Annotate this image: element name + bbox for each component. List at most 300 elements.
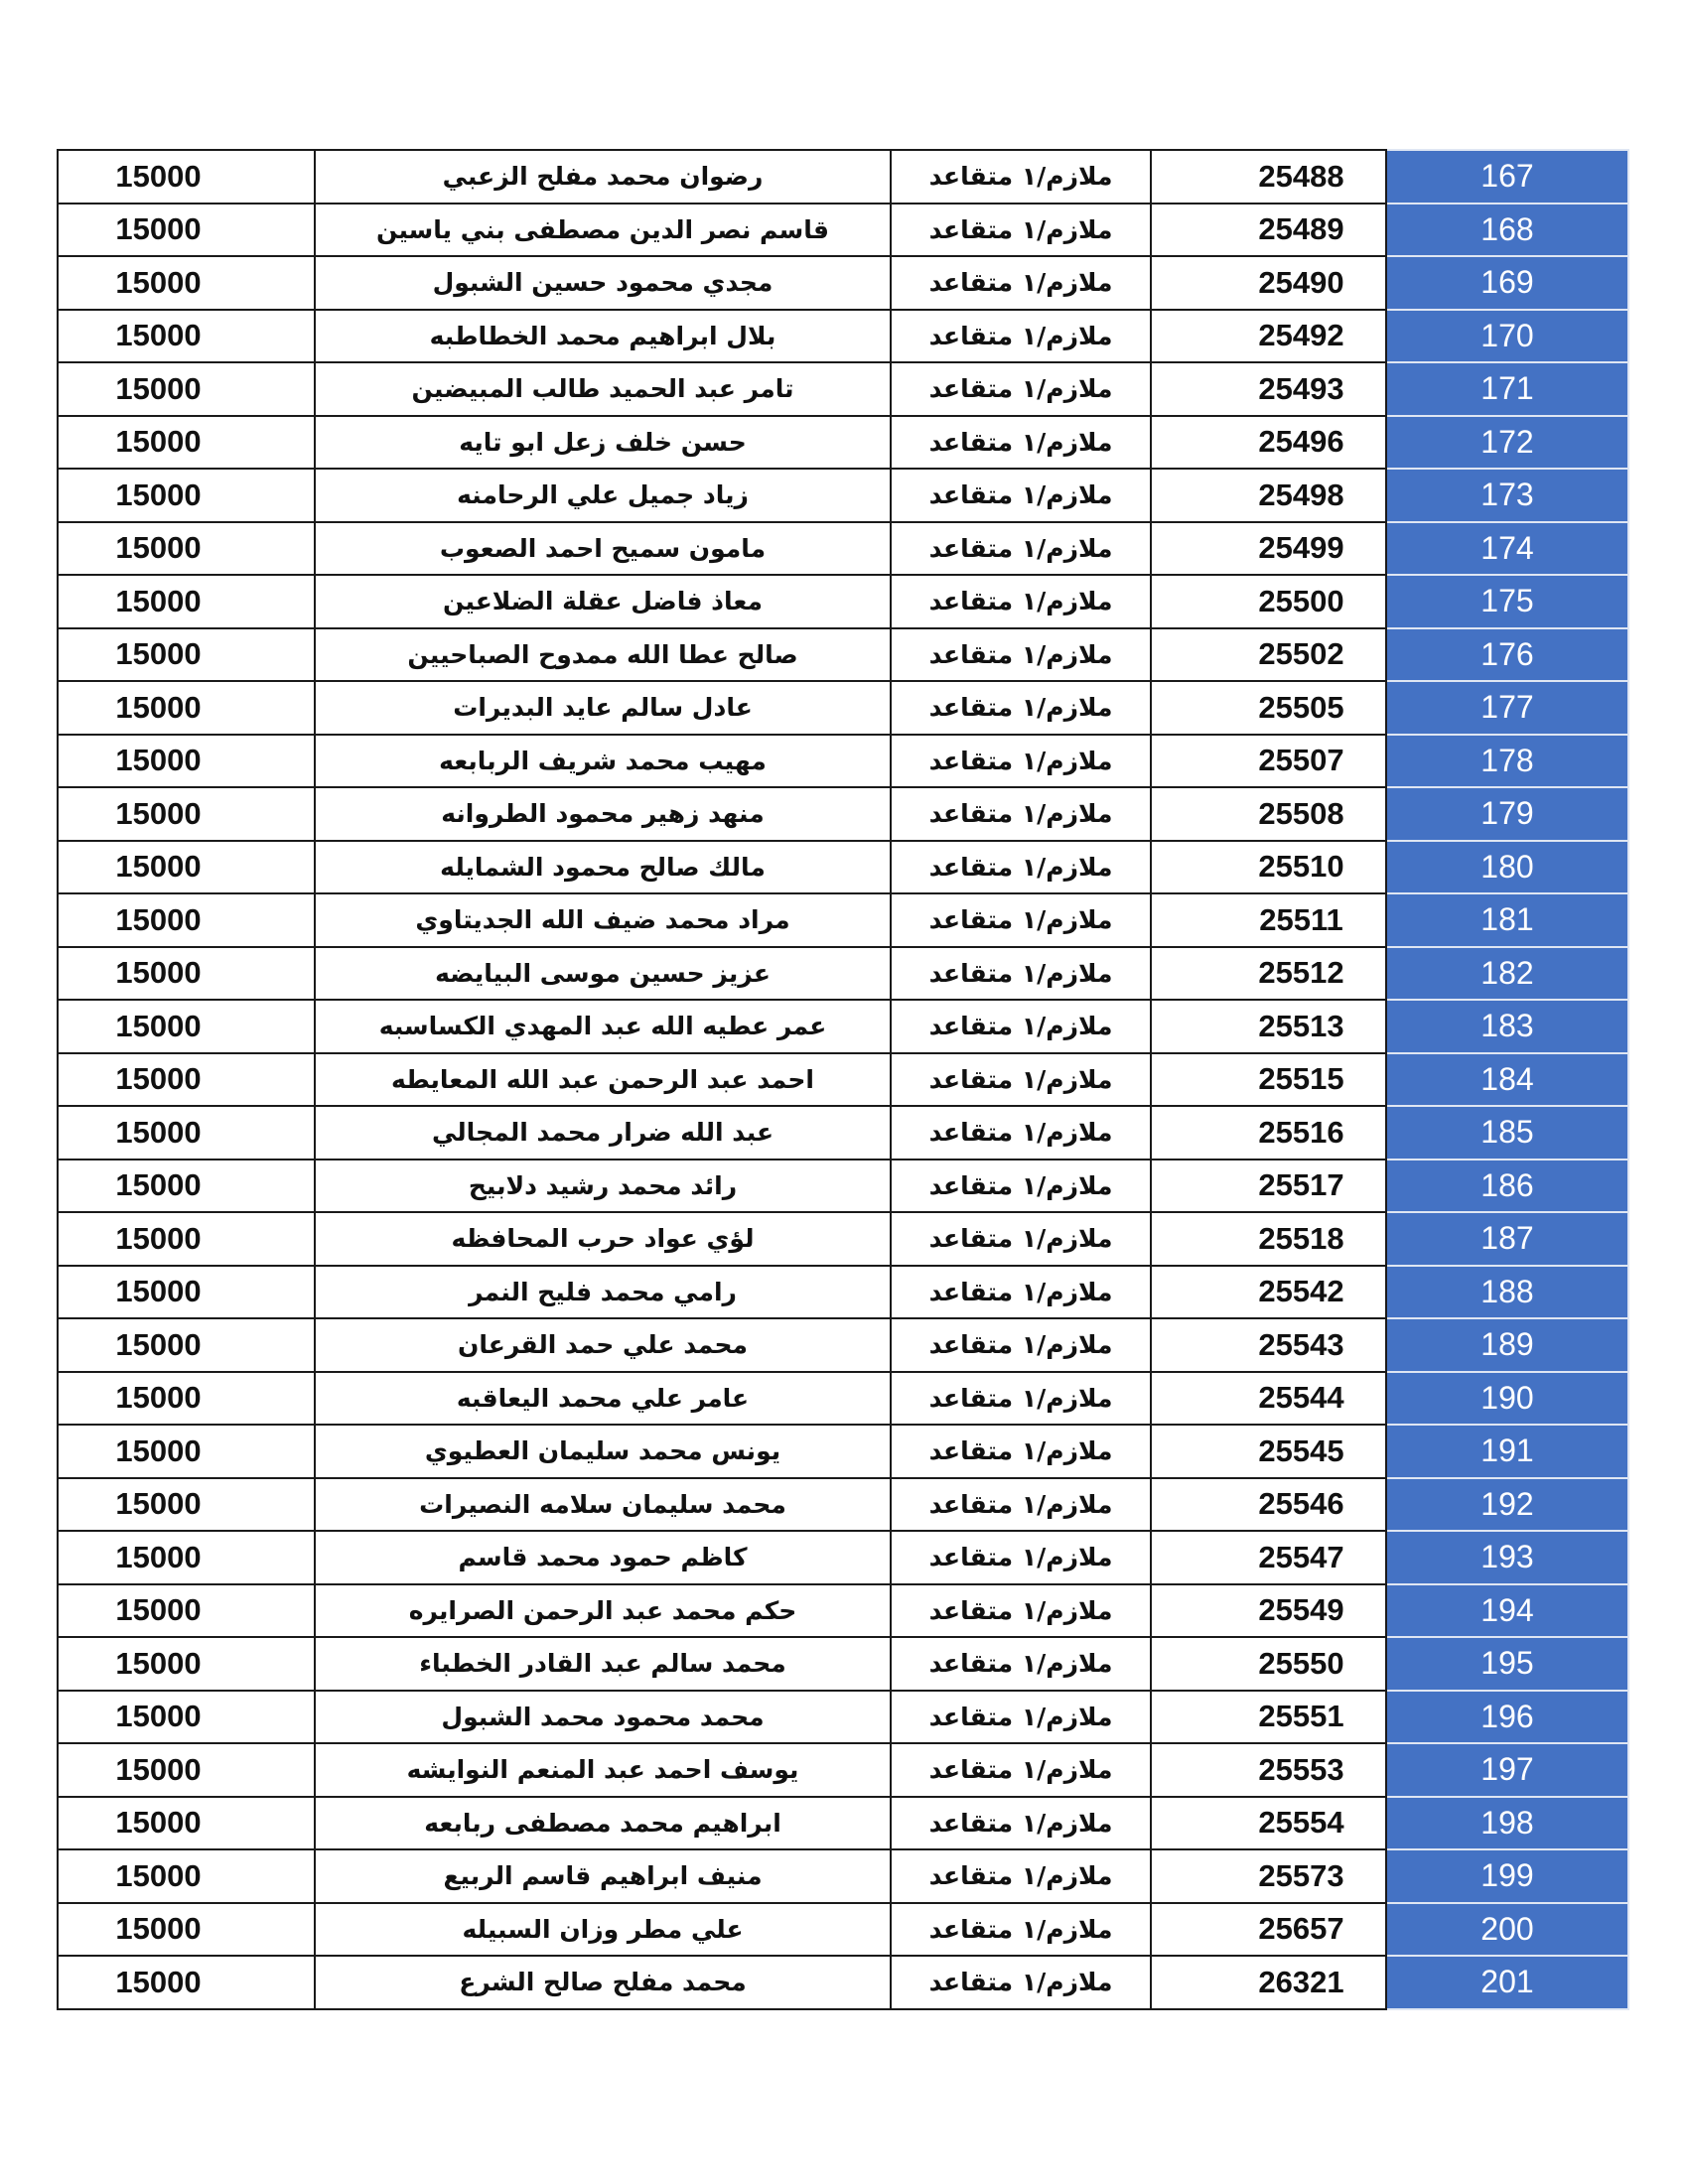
amount-cell xyxy=(58,1797,315,1850)
amount-cell xyxy=(58,416,315,470)
table-row xyxy=(58,1372,1628,1426)
amount-cell xyxy=(58,1160,315,1213)
military-number-cell xyxy=(1151,522,1386,576)
person-name: مامون سميح احمد الصعوب xyxy=(439,533,767,563)
amount-cell xyxy=(58,362,315,416)
amount-cell xyxy=(58,1903,315,1957)
table-row xyxy=(58,1743,1628,1797)
rank-value: ملازم/١ متقاعد xyxy=(928,1224,1113,1254)
rank-cell xyxy=(891,628,1151,682)
rank-value: ملازم/١ متقاعد xyxy=(928,1012,1113,1041)
person-name: مهيب محمد شريف الربابعه xyxy=(439,746,767,775)
amount-cell xyxy=(58,841,315,894)
person-name: عمر عطيه الله عبد المهدي الكساسبه xyxy=(378,1012,827,1041)
person-name: محمد مفلح صالح الشرع xyxy=(459,1968,747,1997)
person-name: عزيز حسين موسى البيايضه xyxy=(435,958,771,988)
name-cell xyxy=(315,893,891,947)
military-number-cell xyxy=(1151,1797,1386,1850)
person-name: تامر عبد الحميد طالب المبيضين xyxy=(411,374,794,404)
amount-cell xyxy=(58,735,315,788)
serial-number-cell xyxy=(1386,1797,1628,1850)
rank-cell xyxy=(891,1797,1151,1850)
table-row xyxy=(58,1956,1628,2009)
person-name: حكم محمد عبد الرحمن الصرايره xyxy=(408,1595,797,1625)
rank-cell xyxy=(891,1425,1151,1478)
military-number: 25518 xyxy=(1258,1220,1344,1256)
rank-cell xyxy=(891,1318,1151,1372)
person-name: رائد محمد رشيد دلابيح xyxy=(468,1170,738,1200)
military-number-cell xyxy=(1151,1849,1386,1903)
serial-number-cell xyxy=(1386,256,1628,310)
serial-number-cell xyxy=(1386,787,1628,841)
person-name: محمد محمود محمد الشبول xyxy=(441,1702,765,1731)
rank-value: ملازم/١ متقاعد xyxy=(928,1170,1113,1200)
military-number: 25512 xyxy=(1258,955,1344,991)
rank-cell xyxy=(891,150,1151,204)
name-cell xyxy=(315,522,891,576)
serial-number: 200 xyxy=(1480,1910,1534,1947)
serial-number-cell xyxy=(1386,1691,1628,1744)
rank-value: ملازم/١ متقاعد xyxy=(928,1330,1113,1360)
serial-number: 174 xyxy=(1480,529,1534,566)
serial-number-cell xyxy=(1386,1053,1628,1107)
amount-cell xyxy=(58,1212,315,1266)
rank-value: ملازم/١ متقاعد xyxy=(928,480,1113,510)
amount-value: 15000 xyxy=(115,1061,202,1097)
rank-value: ملازم/١ متقاعد xyxy=(928,587,1113,616)
serial-number: 194 xyxy=(1480,1591,1534,1628)
person-name: رضوان محمد مفلح الزعبي xyxy=(442,162,764,192)
amount-value: 15000 xyxy=(115,1008,202,1043)
name-cell xyxy=(315,1691,891,1744)
serial-number-cell xyxy=(1386,1160,1628,1213)
serial-number-cell xyxy=(1386,735,1628,788)
person-name: عبد الله ضرار محمد المجالي xyxy=(431,1118,774,1148)
person-name: مالك صالح محمود الشمايله xyxy=(440,852,766,882)
table-row xyxy=(58,893,1628,947)
serial-number: 197 xyxy=(1480,1751,1534,1788)
person-name: محمد علي حمد القرعان xyxy=(458,1330,748,1360)
military-number: 25489 xyxy=(1258,211,1344,247)
person-name: زياد جميل علي الرحامنه xyxy=(457,480,749,510)
name-cell xyxy=(315,1743,891,1797)
amount-value: 15000 xyxy=(115,795,202,831)
amount-value: 15000 xyxy=(115,370,202,406)
military-number: 25545 xyxy=(1258,1433,1344,1468)
serial-number: 167 xyxy=(1480,158,1534,195)
serial-number: 193 xyxy=(1480,1539,1534,1575)
military-number-cell xyxy=(1151,416,1386,470)
amount-cell xyxy=(58,204,315,257)
serial-number: 177 xyxy=(1480,689,1534,726)
table-row xyxy=(58,575,1628,628)
serial-number: 170 xyxy=(1480,317,1534,353)
amount-value: 15000 xyxy=(115,264,202,300)
military-number: 25498 xyxy=(1258,477,1344,512)
table-row xyxy=(58,522,1628,576)
table-row xyxy=(58,1478,1628,1532)
table-row xyxy=(58,1584,1628,1638)
amount-value: 15000 xyxy=(115,583,202,618)
amount-value: 15000 xyxy=(115,1645,202,1681)
amount-cell xyxy=(58,469,315,522)
military-number-cell xyxy=(1151,362,1386,416)
military-number: 25515 xyxy=(1258,1061,1344,1097)
amount-value: 15000 xyxy=(115,211,202,247)
serial-number-cell xyxy=(1386,1584,1628,1638)
name-cell xyxy=(315,362,891,416)
person-name: لؤي عواد حرب المحافظه xyxy=(451,1224,755,1254)
amount-cell xyxy=(58,893,315,947)
military-number: 25493 xyxy=(1258,370,1344,406)
name-cell xyxy=(315,681,891,735)
table-row xyxy=(58,469,1628,522)
rank-value: ملازم/١ متقاعد xyxy=(928,268,1113,298)
amount-value: 15000 xyxy=(115,1220,202,1256)
military-number-cell xyxy=(1151,1425,1386,1478)
rank-cell xyxy=(891,1372,1151,1426)
person-name: كاظم حمود محمد قاسم xyxy=(458,1543,748,1572)
rank-value: ملازم/١ متقاعد xyxy=(928,852,1113,882)
serial-number-cell xyxy=(1386,1266,1628,1319)
amount-value: 15000 xyxy=(115,1805,202,1841)
rank-cell xyxy=(891,362,1151,416)
amount-value: 15000 xyxy=(115,689,202,725)
person-name: حسن خلف زعل ابو تايه xyxy=(459,427,747,457)
amount-value: 15000 xyxy=(115,1433,202,1468)
military-number-cell xyxy=(1151,575,1386,628)
military-number-cell xyxy=(1151,469,1386,522)
roster-body xyxy=(58,150,1628,2009)
table-row xyxy=(58,416,1628,470)
person-name: ابراهيم محمد مصطفى ربابعه xyxy=(424,1808,781,1838)
table-row xyxy=(58,628,1628,682)
rank-cell xyxy=(891,1531,1151,1584)
serial-number: 186 xyxy=(1480,1166,1534,1203)
serial-number-cell xyxy=(1386,1903,1628,1957)
rank-value: ملازم/١ متقاعد xyxy=(928,1968,1113,1997)
table-row xyxy=(58,947,1628,1001)
table-row xyxy=(58,1849,1628,1903)
amount-cell xyxy=(58,1584,315,1638)
military-number: 25546 xyxy=(1258,1486,1344,1522)
person-name: عادل سالم عايد البديرات xyxy=(453,693,753,723)
person-name: منيف ابراهيم قاسم الربيع xyxy=(443,1861,763,1891)
person-name: منهد زهير محمود الطروانه xyxy=(441,799,765,829)
rank-cell xyxy=(891,841,1151,894)
table-row xyxy=(58,1106,1628,1160)
rank-value: ملازم/١ متقاعد xyxy=(928,1118,1113,1148)
rank-cell xyxy=(891,1584,1151,1638)
name-cell xyxy=(315,150,891,204)
rank-cell xyxy=(891,1053,1151,1107)
table-row xyxy=(58,362,1628,416)
rank-cell xyxy=(891,575,1151,628)
name-cell xyxy=(315,1797,891,1850)
military-number-cell xyxy=(1151,1160,1386,1213)
military-number: 25554 xyxy=(1258,1805,1344,1841)
name-cell xyxy=(315,1531,891,1584)
rank-value: ملازم/١ متقاعد xyxy=(928,1808,1113,1838)
serial-number: 184 xyxy=(1480,1060,1534,1097)
military-number-cell xyxy=(1151,1691,1386,1744)
serial-number: 196 xyxy=(1480,1698,1534,1734)
amount-cell xyxy=(58,1849,315,1903)
name-cell xyxy=(315,204,891,257)
military-number-cell xyxy=(1151,1531,1386,1584)
serial-number: 178 xyxy=(1480,742,1534,778)
amount-value: 15000 xyxy=(115,158,202,194)
serial-number-cell xyxy=(1386,1212,1628,1266)
rank-cell xyxy=(891,1266,1151,1319)
serial-number: 187 xyxy=(1480,1220,1534,1257)
person-name: يونس محمد سليمان العطيوي xyxy=(424,1436,781,1466)
military-number-cell xyxy=(1151,893,1386,947)
rank-cell xyxy=(891,1743,1151,1797)
military-number-cell xyxy=(1151,1053,1386,1107)
rank-value: ملازم/١ متقاعد xyxy=(928,1277,1113,1306)
amount-cell xyxy=(58,150,315,204)
military-number-cell xyxy=(1151,1106,1386,1160)
rank-cell xyxy=(891,310,1151,363)
military-number-cell xyxy=(1151,150,1386,204)
rank-value: ملازم/١ متقاعد xyxy=(928,639,1113,669)
name-cell xyxy=(315,1266,891,1319)
serial-number-cell xyxy=(1386,841,1628,894)
military-number: 25553 xyxy=(1258,1751,1344,1787)
military-number-cell xyxy=(1151,947,1386,1001)
serial-number-cell xyxy=(1386,1000,1628,1053)
rank-cell xyxy=(891,469,1151,522)
name-cell xyxy=(315,628,891,682)
military-number: 25499 xyxy=(1258,530,1344,566)
serial-number-cell xyxy=(1386,1106,1628,1160)
amount-value: 15000 xyxy=(115,1326,202,1362)
amount-value: 15000 xyxy=(115,901,202,937)
rank-value: ملازم/١ متقاعد xyxy=(928,958,1113,988)
rank-value: ملازم/١ متقاعد xyxy=(928,1543,1113,1572)
military-number-cell xyxy=(1151,1212,1386,1266)
rank-cell xyxy=(891,522,1151,576)
rank-value: ملازم/١ متقاعد xyxy=(928,214,1113,244)
rank-value: ملازم/١ متقاعد xyxy=(928,374,1113,404)
military-number-cell xyxy=(1151,787,1386,841)
person-name: علي مطر وزان السبيله xyxy=(462,1914,744,1944)
table-row xyxy=(58,1425,1628,1478)
military-number: 25502 xyxy=(1258,636,1344,672)
amount-cell xyxy=(58,1106,315,1160)
military-number-cell xyxy=(1151,681,1386,735)
serial-number-cell xyxy=(1386,1849,1628,1903)
amount-cell xyxy=(58,1956,315,2009)
amount-value: 15000 xyxy=(115,424,202,460)
rank-cell xyxy=(891,735,1151,788)
table-row xyxy=(58,841,1628,894)
table-row xyxy=(58,787,1628,841)
rank-value: ملازم/١ متقاعد xyxy=(928,799,1113,829)
amount-cell xyxy=(58,256,315,310)
name-cell xyxy=(315,256,891,310)
name-cell xyxy=(315,947,891,1001)
person-name: معاذ فاضل عقلة الضلاعين xyxy=(443,587,763,616)
military-number: 25500 xyxy=(1258,583,1344,618)
amount-value: 15000 xyxy=(115,1539,202,1574)
amount-cell xyxy=(58,1691,315,1744)
name-cell xyxy=(315,1106,891,1160)
rank-cell xyxy=(891,256,1151,310)
table-row xyxy=(58,1797,1628,1850)
amount-value: 15000 xyxy=(115,1274,202,1309)
rank-value: ملازم/١ متقاعد xyxy=(928,1436,1113,1466)
rank-value: ملازم/١ متقاعد xyxy=(928,1595,1113,1625)
name-cell xyxy=(315,1903,891,1957)
serial-number-cell xyxy=(1386,628,1628,682)
name-cell xyxy=(315,310,891,363)
amount-cell xyxy=(58,575,315,628)
rank-value: ملازم/١ متقاعد xyxy=(928,1383,1113,1413)
rank-cell xyxy=(891,681,1151,735)
amount-cell xyxy=(58,1637,315,1691)
military-number-cell xyxy=(1151,1637,1386,1691)
military-number: 25550 xyxy=(1258,1645,1344,1681)
rank-value: ملازم/١ متقاعد xyxy=(928,162,1113,192)
amount-value: 15000 xyxy=(115,1486,202,1522)
name-cell xyxy=(315,1000,891,1053)
name-cell xyxy=(315,1849,891,1903)
military-number-cell xyxy=(1151,1478,1386,1532)
military-number: 25492 xyxy=(1258,318,1344,353)
serial-number: 195 xyxy=(1480,1645,1534,1682)
rank-cell xyxy=(891,416,1151,470)
military-number-cell xyxy=(1151,1000,1386,1053)
person-name: بلال ابراهيم محمد الخطاطبه xyxy=(429,321,776,350)
table-row xyxy=(58,681,1628,735)
military-number: 25513 xyxy=(1258,1008,1344,1043)
rank-cell xyxy=(891,1637,1151,1691)
military-number: 25547 xyxy=(1258,1539,1344,1574)
serial-number-cell xyxy=(1386,522,1628,576)
amount-value: 15000 xyxy=(115,477,202,512)
amount-value: 15000 xyxy=(115,636,202,672)
serial-number: 185 xyxy=(1480,1114,1534,1151)
amount-value: 15000 xyxy=(115,1699,202,1734)
person-name: صالح عطا الله ممدوح الصباحيين xyxy=(407,639,798,669)
serial-number: 189 xyxy=(1480,1326,1534,1363)
military-number: 25496 xyxy=(1258,424,1344,460)
rank-value: ملازم/١ متقاعد xyxy=(928,693,1113,723)
name-cell xyxy=(315,1318,891,1372)
table-row xyxy=(58,150,1628,204)
serial-number-cell xyxy=(1386,1637,1628,1691)
military-number-cell xyxy=(1151,841,1386,894)
rank-cell xyxy=(891,1000,1151,1053)
rank-cell xyxy=(891,1903,1151,1957)
rank-cell xyxy=(891,1160,1151,1213)
name-cell xyxy=(315,1212,891,1266)
serial-number: 188 xyxy=(1480,1273,1534,1309)
military-number: 25510 xyxy=(1258,849,1344,885)
name-cell xyxy=(315,1160,891,1213)
amount-cell xyxy=(58,522,315,576)
rank-cell xyxy=(891,1106,1151,1160)
table-row xyxy=(58,1053,1628,1107)
person-name: محمد سليمان سلامه النصيرات xyxy=(419,1489,786,1519)
amount-cell xyxy=(58,1318,315,1372)
amount-value: 15000 xyxy=(115,743,202,778)
serial-number-cell xyxy=(1386,893,1628,947)
rank-value: ملازم/١ متقاعد xyxy=(928,905,1113,935)
amount-value: 15000 xyxy=(115,849,202,885)
military-number: 25508 xyxy=(1258,795,1344,831)
rank-value: ملازم/١ متقاعد xyxy=(928,321,1113,350)
military-number: 25543 xyxy=(1258,1326,1344,1362)
military-number-cell xyxy=(1151,1743,1386,1797)
name-cell xyxy=(315,1372,891,1426)
military-number: 25544 xyxy=(1258,1380,1344,1416)
military-number: 25490 xyxy=(1258,264,1344,300)
military-number: 25511 xyxy=(1259,901,1343,937)
rank-cell xyxy=(891,947,1151,1001)
military-number: 25507 xyxy=(1258,743,1344,778)
rank-cell xyxy=(891,787,1151,841)
name-cell xyxy=(315,575,891,628)
rank-value: ملازم/١ متقاعد xyxy=(928,1755,1113,1785)
amount-cell xyxy=(58,1425,315,1478)
military-number: 25573 xyxy=(1258,1857,1344,1893)
name-cell xyxy=(315,841,891,894)
name-cell xyxy=(315,1956,891,2009)
amount-value: 15000 xyxy=(115,1167,202,1203)
rank-cell xyxy=(891,1849,1151,1903)
military-number: 25516 xyxy=(1258,1114,1344,1150)
amount-value: 15000 xyxy=(115,955,202,991)
serial-number: 198 xyxy=(1480,1804,1534,1841)
serial-number-cell xyxy=(1386,204,1628,257)
table-row xyxy=(58,1903,1628,1957)
person-name: يوسف احمد عبد المنعم النوايشه xyxy=(406,1755,799,1785)
serial-number-cell xyxy=(1386,1531,1628,1584)
amount-cell xyxy=(58,681,315,735)
amount-cell xyxy=(58,628,315,682)
serial-number: 180 xyxy=(1480,848,1534,885)
person-name: مجدي محمود حسين الشبول xyxy=(432,268,774,298)
table-row xyxy=(58,735,1628,788)
amount-cell xyxy=(58,1053,315,1107)
military-number: 25505 xyxy=(1258,689,1344,725)
military-number-cell xyxy=(1151,1584,1386,1638)
military-number-cell xyxy=(1151,1903,1386,1957)
military-number-cell xyxy=(1151,1318,1386,1372)
rank-value: ملازم/١ متقاعد xyxy=(928,1489,1113,1519)
military-number-cell xyxy=(1151,1372,1386,1426)
military-number-cell xyxy=(1151,310,1386,363)
serial-number: 169 xyxy=(1480,264,1534,301)
table-row xyxy=(58,1691,1628,1744)
amount-cell xyxy=(58,947,315,1001)
amount-value: 15000 xyxy=(115,530,202,566)
serial-number-cell xyxy=(1386,469,1628,522)
rank-value: ملازم/١ متقاعد xyxy=(928,1861,1113,1891)
rank-cell xyxy=(891,1691,1151,1744)
serial-number-cell xyxy=(1386,362,1628,416)
military-number-cell xyxy=(1151,735,1386,788)
serial-number-cell xyxy=(1386,150,1628,204)
amount-cell xyxy=(58,1478,315,1532)
table-row xyxy=(58,310,1628,363)
military-number-cell xyxy=(1151,1956,1386,2009)
name-cell xyxy=(315,1425,891,1478)
serial-number: 168 xyxy=(1480,210,1534,247)
